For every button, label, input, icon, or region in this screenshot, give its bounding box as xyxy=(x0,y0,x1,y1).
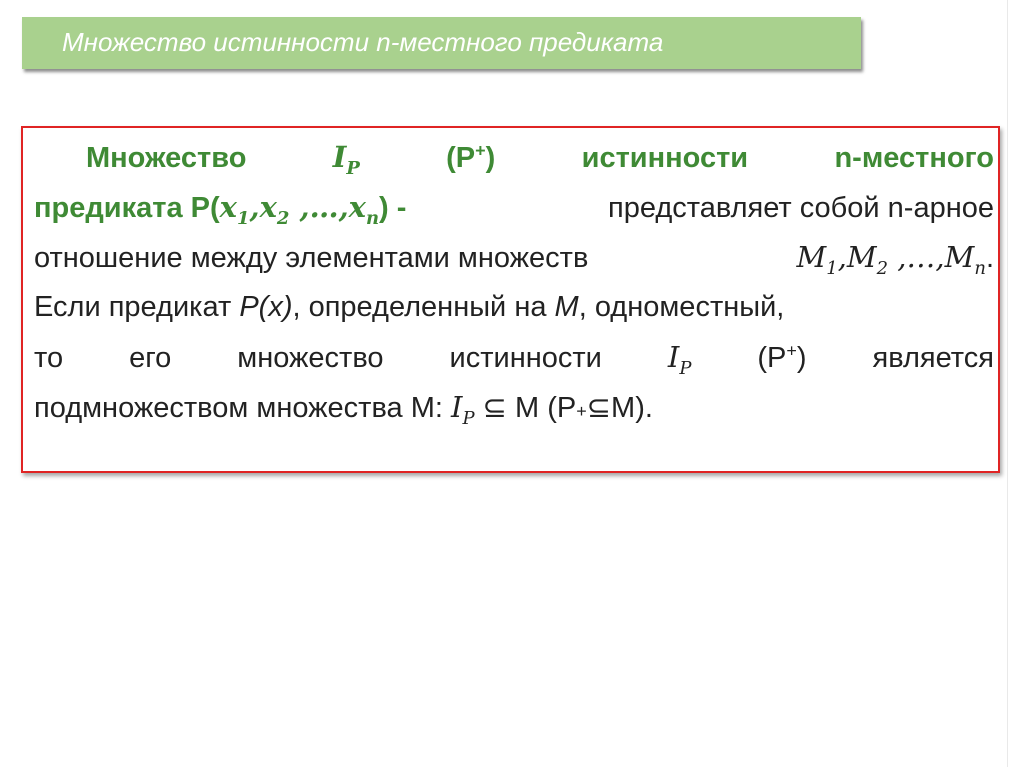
paragraph-line-4 xyxy=(34,282,994,332)
paragraph-line-5 xyxy=(34,332,994,382)
line-6-start: подмножеством множества М: xyxy=(34,392,443,424)
line-6-set: М (P xyxy=(515,392,577,424)
subset-symbol: ⊆ xyxy=(482,392,507,424)
sets-notation: $M_1,M_2$ $,\dots,M_n$. xyxy=(796,240,994,279)
slide-edge xyxy=(1007,0,1008,767)
term-label: Множество xyxy=(86,142,247,174)
truth-set-alt-symbol: (P+) xyxy=(446,140,496,174)
word-is: является xyxy=(872,342,994,374)
slide-title: Множество истинности n-местного предиката xyxy=(62,27,664,57)
truth-set-symbol-2: $I_P$ xyxy=(667,340,692,379)
word-ego: его xyxy=(129,342,172,374)
truth-set-symbol-3: $I_P$ xyxy=(451,390,475,429)
truth-set-symbol: $I_P$ xyxy=(332,140,360,179)
predicate-px: P(x) xyxy=(239,291,293,323)
definition-paragraph xyxy=(34,132,994,432)
line-2-text: представляет собой n-арное xyxy=(608,192,994,224)
line-6-end: M). xyxy=(611,392,653,424)
definition-box xyxy=(21,126,1000,473)
subset-symbol-2: ⊆ xyxy=(586,392,612,424)
line-4-middle: , определенный на xyxy=(292,291,547,323)
truth-set-alt-symbol-2: (P+) xyxy=(757,340,807,374)
paragraph-line-3 xyxy=(34,232,994,282)
paragraph-line-2 xyxy=(34,182,994,232)
term-word-truth: истинности xyxy=(581,142,749,174)
paragraph-line-1 xyxy=(34,132,994,182)
line-4-end: , одноместный, xyxy=(578,291,785,323)
line-3-text: отношение между элементами множеств xyxy=(34,242,589,274)
title-bar xyxy=(22,17,861,69)
paragraph-line-6: подмножеством множества М: $I_P$ ⊆ М (P + ⊆ M). xyxy=(34,382,994,432)
predicate-notation: предиката $P(x_1,x_2$ $,\dots,x_n$) - xyxy=(34,190,407,229)
term-word-n-place: n-местного xyxy=(834,142,994,174)
word-to: то xyxy=(34,342,64,374)
line-4-start: Если предикат xyxy=(34,291,232,323)
set-m: M xyxy=(554,291,579,323)
word-truth: истинности xyxy=(449,342,602,374)
word-set: множество xyxy=(237,342,384,374)
